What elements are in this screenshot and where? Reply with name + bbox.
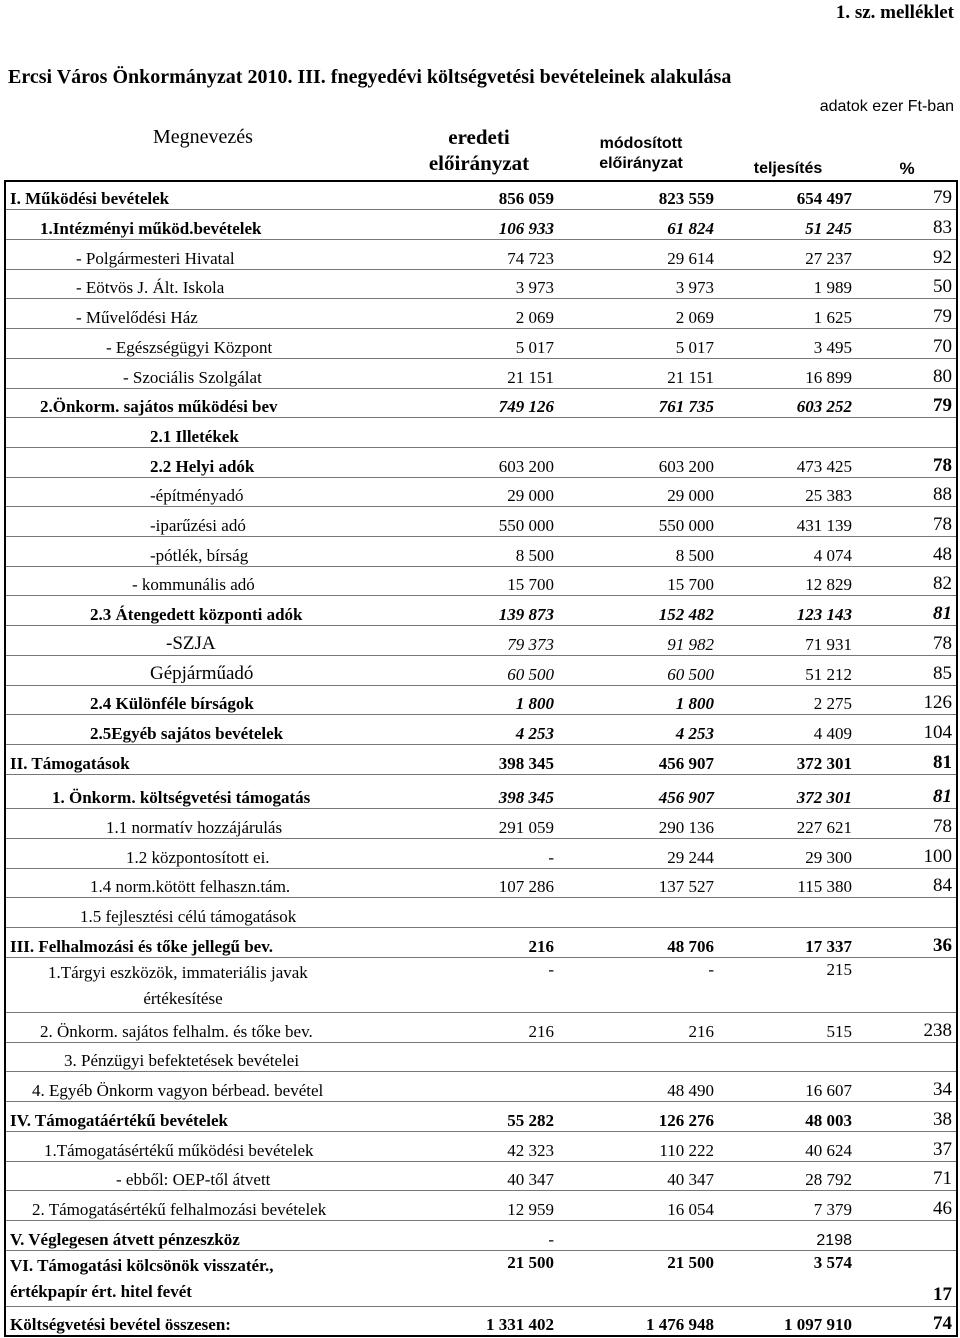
header-performance: teljesítés	[753, 160, 823, 177]
row-original: -	[405, 838, 557, 868]
row-original: 216	[405, 927, 557, 957]
row-original: 29 000	[405, 477, 557, 506]
row-name-line1: 1.Tárgyi eszközök, immateriális javak	[48, 962, 308, 982]
row-performance: 1 989	[717, 269, 855, 298]
row-original: 398 345	[405, 744, 557, 774]
row-original: 106 933	[405, 209, 557, 239]
row-original	[405, 1071, 557, 1101]
row-modified: 16 054	[557, 1190, 717, 1220]
row-name: - Egészségügyi Központ	[5, 328, 405, 358]
header-original-line1: eredeti	[448, 125, 510, 149]
table-row	[5, 927, 957, 957]
row-performance: 372 301	[717, 774, 855, 808]
table-row	[5, 1101, 957, 1131]
row-modified: 550 000	[557, 506, 717, 536]
row-percent: 36	[855, 927, 957, 957]
table-row	[5, 714, 957, 744]
row-name: Költségvetési bevétel összesen:	[5, 1306, 405, 1336]
row-performance: 473 425	[717, 447, 855, 477]
row-original: 139 873	[405, 595, 557, 625]
row-modified: 48 706	[557, 927, 717, 957]
row-original: 603 200	[405, 447, 557, 477]
row-original: 550 000	[405, 506, 557, 536]
row-name: I. Működési bevételek	[5, 181, 405, 209]
row-percent: 81	[855, 744, 957, 774]
row-percent: 104	[855, 714, 957, 744]
row-percent: 81	[855, 595, 957, 625]
header-modified-line1: módosított	[599, 135, 683, 152]
row-name: 2.3 Átengedett központi adók	[5, 595, 405, 625]
row-performance: 515	[717, 1012, 855, 1042]
row-percent: 46	[855, 1190, 957, 1220]
row-performance: 431 139	[717, 506, 855, 536]
row-performance: 27 237	[717, 239, 855, 269]
row-name-line1: VI. Támogatási kölcsönök visszatér.,	[10, 1255, 274, 1275]
table-row	[5, 808, 957, 838]
row-modified: 110 222	[557, 1131, 717, 1161]
header-percent: %	[899, 159, 915, 178]
row-percent: 48	[855, 536, 957, 566]
row-percent	[855, 897, 957, 927]
table-row	[5, 181, 957, 209]
table-row	[5, 1071, 957, 1101]
row-original: -	[405, 1220, 557, 1250]
table-row-total	[5, 1306, 957, 1336]
row-name: 1.2 központosított ei.	[5, 838, 405, 868]
table-row	[5, 477, 957, 506]
row-modified: 4 253	[557, 714, 717, 744]
row-name: Gépjárműadó	[5, 655, 405, 685]
table-row	[5, 838, 957, 868]
table-row	[5, 625, 957, 655]
row-percent: 74	[855, 1306, 957, 1336]
row-name: -pótlék, bírság	[5, 536, 405, 566]
row-modified: 40 347	[557, 1161, 717, 1190]
table-row	[5, 298, 957, 328]
table-row	[5, 566, 957, 595]
row-modified	[557, 1220, 717, 1250]
row-original	[405, 897, 557, 927]
row-original: 55 282	[405, 1101, 557, 1131]
row-original: 1 800	[405, 685, 557, 714]
row-performance: 16 899	[717, 358, 855, 388]
table-row	[5, 388, 957, 417]
row-percent	[855, 1042, 957, 1071]
table-row	[5, 417, 957, 447]
row-original: 40 347	[405, 1161, 557, 1190]
row-modified	[557, 1042, 717, 1071]
row-modified: 21 500	[557, 1250, 717, 1306]
row-percent: 37	[855, 1131, 957, 1161]
row-original: 1 331 402	[405, 1306, 557, 1336]
row-modified: 761 735	[557, 388, 717, 417]
table-row	[5, 744, 957, 774]
unit-note: adatok ezer Ft-ban	[819, 98, 954, 115]
row-original: 3 973	[405, 269, 557, 298]
table-row	[5, 957, 957, 1012]
row-original: 291 059	[405, 808, 557, 838]
row-name: - ebből: OEP-től átvett	[5, 1161, 405, 1190]
row-performance: 4 409	[717, 714, 855, 744]
table-row	[5, 774, 957, 808]
row-performance: 227 621	[717, 808, 855, 838]
row-modified: 2 069	[557, 298, 717, 328]
row-percent: 88	[855, 477, 957, 506]
row-percent: 81	[855, 774, 957, 808]
row-percent: 80	[855, 358, 957, 388]
row-modified: 5 017	[557, 328, 717, 358]
row-performance: 1 625	[717, 298, 855, 328]
row-percent	[855, 957, 957, 1012]
row-name: 1.Intézményi működ.bevételek	[5, 209, 405, 239]
row-percent: 85	[855, 655, 957, 685]
row-percent: 79	[855, 388, 957, 417]
table-row	[5, 1161, 957, 1190]
table-row	[5, 897, 957, 927]
row-performance: 1 097 910	[717, 1306, 855, 1336]
row-name: 1.4 norm.kötött felhaszn.tám.	[5, 868, 405, 897]
row-name-line2: értékpapír ért. hitel fevét	[10, 1281, 192, 1301]
row-percent: 50	[855, 269, 957, 298]
row-percent: 71	[855, 1161, 957, 1190]
row-performance: 40 624	[717, 1131, 855, 1161]
row-performance: 51 212	[717, 655, 855, 685]
table-row	[5, 239, 957, 269]
table-row	[5, 209, 957, 239]
row-performance: 25 383	[717, 477, 855, 506]
table-header	[0, 120, 960, 182]
row-performance: 71 931	[717, 625, 855, 655]
row-percent: 83	[855, 209, 957, 239]
row-modified: 91 982	[557, 625, 717, 655]
row-name: 3. Pénzügyi befektetések bevételei	[5, 1042, 405, 1071]
row-name: - kommunális adó	[5, 566, 405, 595]
row-original: 15 700	[405, 566, 557, 595]
row-percent: 126	[855, 685, 957, 714]
row-performance: 654 497	[717, 181, 855, 209]
table-row	[5, 506, 957, 536]
row-modified: 456 907	[557, 774, 717, 808]
table-row	[5, 1042, 957, 1071]
row-performance: 2198	[717, 1220, 855, 1250]
row-modified: 1 800	[557, 685, 717, 714]
row-original: 60 500	[405, 655, 557, 685]
table-row	[5, 269, 957, 298]
row-original: 4 253	[405, 714, 557, 744]
row-original	[405, 1042, 557, 1071]
row-performance	[717, 897, 855, 927]
row-performance: 29 300	[717, 838, 855, 868]
row-performance: 7 379	[717, 1190, 855, 1220]
row-percent: 238	[855, 1012, 957, 1042]
row-name: 2.2 Helyi adók	[5, 447, 405, 477]
row-name: 1.1 normatív hozzájárulás	[5, 808, 405, 838]
table-row	[5, 595, 957, 625]
row-name: V. Véglegesen átvett pénzeszköz	[5, 1220, 405, 1250]
row-performance: 3 495	[717, 328, 855, 358]
row-performance: 16 607	[717, 1071, 855, 1101]
row-modified: 216	[557, 1012, 717, 1042]
row-name: - Szociális Szolgálat	[5, 358, 405, 388]
row-percent	[855, 1220, 957, 1250]
row-modified: 3 973	[557, 269, 717, 298]
row-percent: 78	[855, 506, 957, 536]
row-performance: 115 380	[717, 868, 855, 897]
row-percent: 34	[855, 1071, 957, 1101]
header-modified-line2: előirányzat	[599, 155, 683, 172]
row-performance: 51 245	[717, 209, 855, 239]
table-row	[5, 868, 957, 897]
header-original	[404, 124, 554, 176]
table-row	[5, 1250, 957, 1306]
row-original: -	[405, 957, 557, 1012]
row-original: 12 959	[405, 1190, 557, 1220]
table-row	[5, 655, 957, 685]
row-percent: 78	[855, 808, 957, 838]
row-original: 856 059	[405, 181, 557, 209]
row-name	[5, 1250, 405, 1306]
row-modified: 60 500	[557, 655, 717, 685]
row-modified: 823 559	[557, 181, 717, 209]
row-name: 2. Támogatásértékű felhalmozási bevételek	[5, 1190, 405, 1220]
row-original: 42 323	[405, 1131, 557, 1161]
row-modified: 290 136	[557, 808, 717, 838]
row-original: 79 373	[405, 625, 557, 655]
header-name: Megnevezés	[153, 126, 253, 148]
row-percent: 84	[855, 868, 957, 897]
row-performance: 3 574	[717, 1250, 855, 1306]
row-modified: 126 276	[557, 1101, 717, 1131]
table-row	[5, 328, 957, 358]
table-row	[5, 536, 957, 566]
row-name: II. Támogatások	[5, 744, 405, 774]
row-name: 1. Önkorm. költségvetési támogatás	[5, 774, 405, 808]
row-modified: 61 824	[557, 209, 717, 239]
table-row	[5, 1012, 957, 1042]
row-modified: 152 482	[557, 595, 717, 625]
row-modified: 48 490	[557, 1071, 717, 1101]
row-performance: 12 829	[717, 566, 855, 595]
row-percent: 70	[855, 328, 957, 358]
row-original: 398 345	[405, 774, 557, 808]
row-percent	[855, 417, 957, 447]
header-original-line2: előirányzat	[428, 151, 530, 175]
row-percent: 92	[855, 239, 957, 269]
row-modified: 21 151	[557, 358, 717, 388]
row-percent: 38	[855, 1101, 957, 1131]
row-original: 8 500	[405, 536, 557, 566]
row-performance: 123 143	[717, 595, 855, 625]
row-performance: 48 003	[717, 1101, 855, 1131]
table-row	[5, 1131, 957, 1161]
row-original: 2 069	[405, 298, 557, 328]
table-row	[5, 447, 957, 477]
row-name: -SZJA	[5, 625, 405, 655]
row-modified	[557, 417, 717, 447]
row-name: - Művelődési Ház	[5, 298, 405, 328]
row-performance	[717, 1042, 855, 1071]
document-title: Ercsi Város Önkormányzat 2010. III. fnegyedévi költségvetési bevételeinek alakulása	[8, 66, 732, 88]
row-original: 216	[405, 1012, 557, 1042]
row-name: IV. Támogatáértékű bevételek	[5, 1101, 405, 1131]
table-row	[5, 1190, 957, 1220]
row-performance: 2 275	[717, 685, 855, 714]
row-original: 5 017	[405, 328, 557, 358]
row-performance: 603 252	[717, 388, 855, 417]
row-name: -iparűzési adó	[5, 506, 405, 536]
row-modified: 8 500	[557, 536, 717, 566]
row-name: - Polgármesteri Hivatal	[5, 239, 405, 269]
row-name: 2. Önkorm. sajátos felhalm. és tőke bev.	[5, 1012, 405, 1042]
row-original: 749 126	[405, 388, 557, 417]
table-row	[5, 1220, 957, 1250]
table-row	[5, 685, 957, 714]
row-modified: -	[557, 957, 717, 1012]
header-modified	[566, 134, 716, 174]
row-modified: 29 614	[557, 239, 717, 269]
row-modified: 15 700	[557, 566, 717, 595]
row-original: 107 286	[405, 868, 557, 897]
table-row	[5, 358, 957, 388]
annex-label: 1. sz. melléklet	[835, 2, 954, 23]
row-name	[5, 957, 405, 1012]
row-performance: 4 074	[717, 536, 855, 566]
row-name: 1.5 fejlesztési célú támogatások	[5, 897, 405, 927]
row-performance: 17 337	[717, 927, 855, 957]
row-performance: 215	[717, 957, 855, 1012]
row-modified: 456 907	[557, 744, 717, 774]
row-modified: 29 000	[557, 477, 717, 506]
row-original	[405, 417, 557, 447]
row-name: 2.5Egyéb sajátos bevételek	[5, 714, 405, 744]
row-modified: 137 527	[557, 868, 717, 897]
revenue-table	[4, 180, 958, 1337]
row-name: -építményadó	[5, 477, 405, 506]
row-name: - Eötvös J. Ált. Iskola	[5, 269, 405, 298]
row-percent: 100	[855, 838, 957, 868]
row-original: 74 723	[405, 239, 557, 269]
row-modified: 1 476 948	[557, 1306, 717, 1336]
row-percent: 78	[855, 447, 957, 477]
row-modified: 29 244	[557, 838, 717, 868]
row-performance: 28 792	[717, 1161, 855, 1190]
row-performance	[717, 417, 855, 447]
row-percent: 82	[855, 566, 957, 595]
row-name: 4. Egyéb Önkorm vagyon bérbead. bevétel	[5, 1071, 405, 1101]
row-name: III. Felhalmozási és tőke jellegű bev.	[5, 927, 405, 957]
row-name: 2.Önkorm. sajátos működési bev	[5, 388, 405, 417]
row-percent: 78	[855, 625, 957, 655]
row-original: 21 500	[405, 1250, 557, 1306]
row-performance: 372 301	[717, 744, 855, 774]
row-percent: 79	[855, 298, 957, 328]
row-name: 1.Támogatásértékű működési bevételek	[5, 1131, 405, 1161]
row-modified: 603 200	[557, 447, 717, 477]
row-original: 21 151	[405, 358, 557, 388]
row-modified	[557, 897, 717, 927]
row-name-line2: értékesítése	[143, 988, 223, 1008]
row-name: 2.4 Különféle bírságok	[5, 685, 405, 714]
row-name: 2.1 Illetékek	[5, 417, 405, 447]
row-percent: 17	[855, 1250, 957, 1306]
row-percent: 79	[855, 181, 957, 209]
